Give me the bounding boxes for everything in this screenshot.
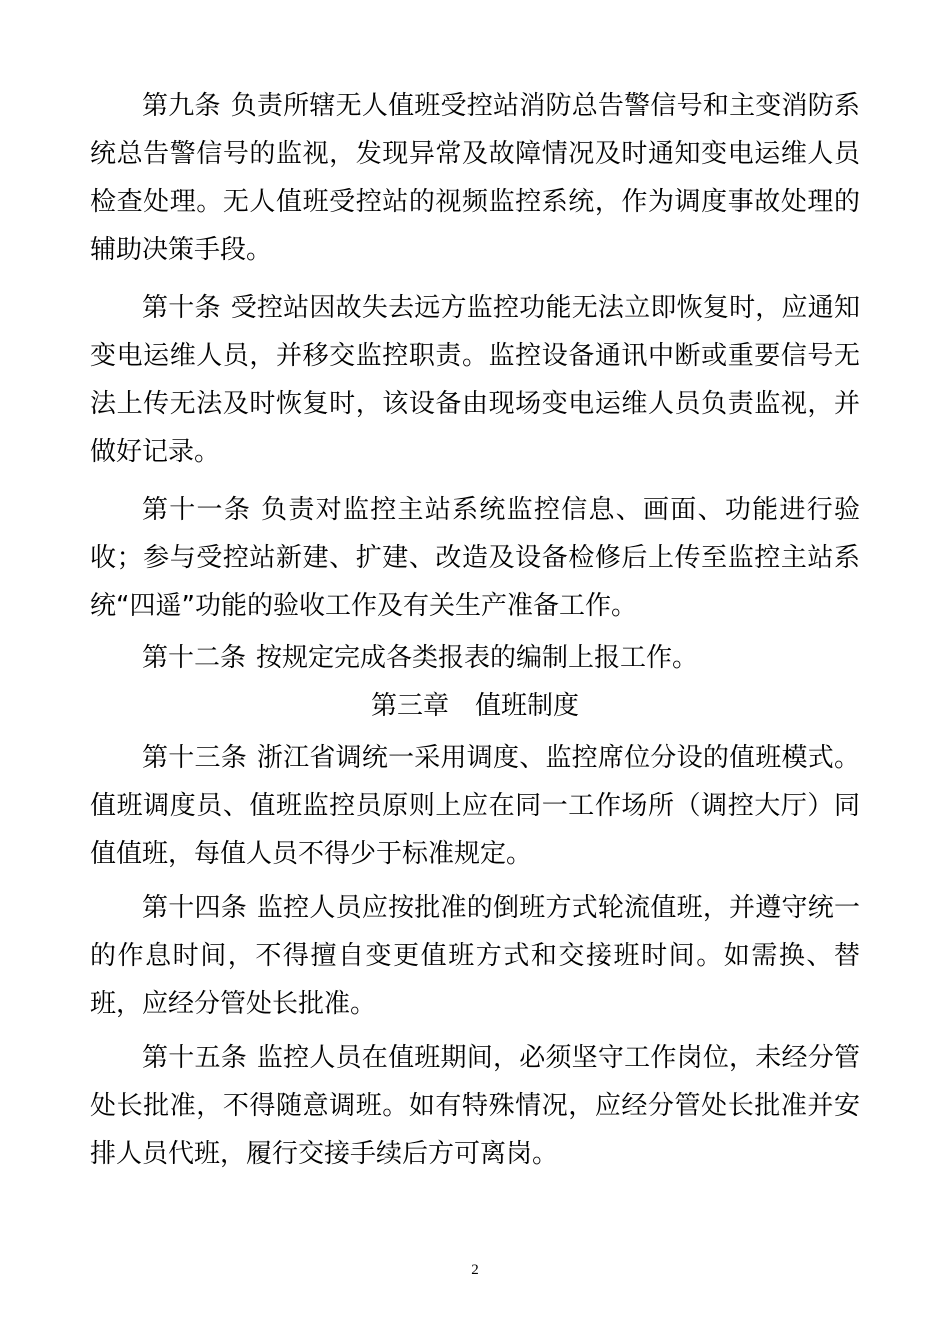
article-text: 按规定完成各类报表的编制上报工作。	[256, 643, 699, 673]
article-14	[90, 884, 860, 1028]
article-label: 第十二条	[142, 643, 247, 673]
article-11	[90, 486, 860, 630]
article-label: 第十一条	[142, 495, 252, 525]
article-text: 监控人员在值班期间，必须坚守工作岗位，未经分管处长批准，不得随意调班。如有特殊情况，应经分管处长批准并安排人员代班，履行交接手续后方可离岗。	[90, 1043, 860, 1169]
article-label: 第十三条	[142, 743, 247, 773]
page-number: 2	[471, 1262, 479, 1278]
article-label: 第十四条	[142, 893, 247, 923]
article-13	[90, 734, 860, 878]
article-label: 第十五条	[142, 1043, 247, 1073]
article-label: 第十条	[142, 293, 221, 323]
article-text: 负责所辖无人值班受控站消防总告警信号和主变消防系统总告警信号的监视，发现异常及故障情况及时通知变电运维人员检查处理。无人值班受控站的视频监控系统，作为调度事故处理的辅助决策手段。	[90, 91, 860, 265]
article-text: 负责对监控主站系统监控信息、画面、功能进行验收；参与受控站新建、扩建、改造及设备检修后上传至监控主站系统“四遥”功能的验收工作及有关生产准备工作。	[90, 495, 860, 621]
article-text: 浙江省调统一采用调度、监控席位分设的值班模式。值班调度员、值班监控员原则上应在同一工作场所（调控大厅）同值值班，每值人员不得少于标准规定。	[90, 743, 860, 869]
article-text: 受控站因故失去远方监控功能无法立即恢复时，应通知变电运维人员，并移交监控职责。监控设备通讯中断或重要信号无法上传无法及时恢复时，该设备由现场变电运维人员负责监视，并做好记录。	[90, 293, 860, 467]
chapter-heading: 第三章 值班制度	[370, 691, 579, 721]
article-10	[90, 284, 860, 476]
article-15	[90, 1034, 860, 1178]
article-12	[90, 634, 860, 682]
article-text: 监控人员应按批准的倒班方式轮流值班，并遵守统一的作息时间，不得擅自变更值班方式和交接班时间。如需换、替班，应经分管处长批准。	[90, 893, 860, 1019]
article-9	[90, 82, 860, 274]
article-label: 第九条	[142, 91, 221, 121]
